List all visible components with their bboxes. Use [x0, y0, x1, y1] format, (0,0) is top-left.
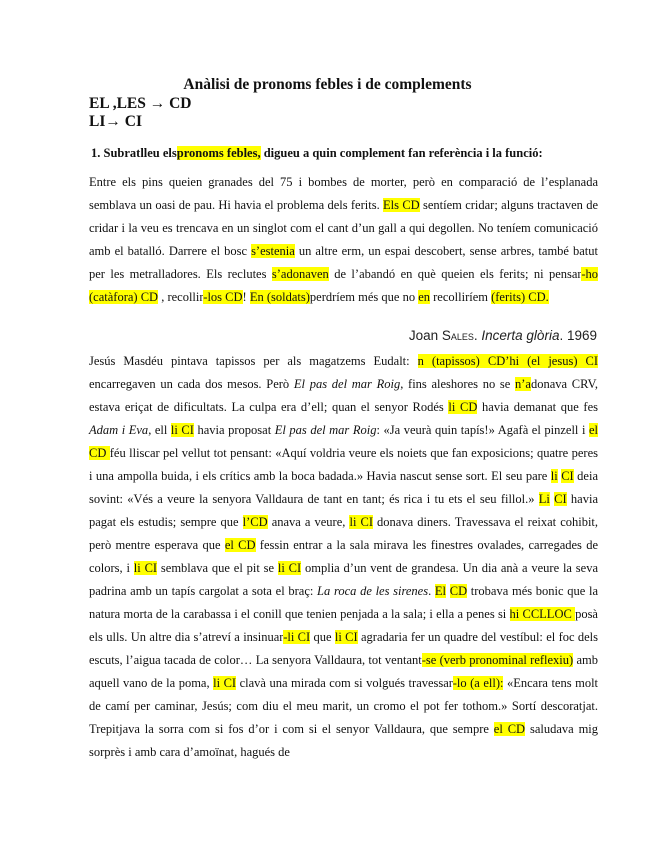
- highlighted-pronoun: El: [434, 584, 447, 598]
- highlighted-pronoun: hi CCLLOC: [509, 607, 576, 621]
- text-segment: saludava mig sorprès i amb cara d’amoïnat, hagués de: [89, 722, 599, 759]
- text-segment: havia demanat que fes: [477, 400, 599, 414]
- highlighted-pronoun: CI: [554, 492, 567, 506]
- highlighted-pronoun: en: [418, 290, 431, 304]
- question-number: 1.: [91, 146, 101, 160]
- text-segment: , ell: [148, 423, 171, 437]
- text-segment: encarregaven un cada dos mesos. Però: [89, 377, 294, 391]
- text-segment: ella a penes si: [436, 607, 510, 621]
- highlighted-pronoun: n (tapissos) CD’hi (el jesus) CI: [417, 354, 598, 368]
- author-first-name: Joan: [408, 328, 439, 343]
- text-segment: clavà una mirada com si: [236, 676, 363, 690]
- highlighted-pronoun: (ferits) CD.: [491, 290, 549, 304]
- highlighted-pronoun: s’estenia: [251, 244, 295, 258]
- paragraph-2: [89, 350, 598, 764]
- highlighted-pronoun: li: [550, 469, 558, 483]
- highlighted-pronoun: CD: [449, 584, 468, 598]
- text-segment: semblava un oasi de pau. Hi havia el problema dels ferits.: [89, 198, 384, 212]
- highlighted-pronoun: CI: [561, 469, 574, 483]
- highlighted-pronoun: el CD: [224, 538, 256, 552]
- highlighted-pronoun: s’adonaven: [271, 267, 329, 281]
- text-segment: un cromo el pot fer tothom.» Sortí descoratjat. Trepitjava la sorra com si fos d’or i com si el: [89, 699, 598, 736]
- text-segment: sense arbres, també batut per les metralladores. Els reclutes: [89, 244, 599, 281]
- work-year: . 1969: [559, 328, 597, 343]
- italic-title: El pas del mar Roig: [274, 423, 377, 437]
- highlighted-pronoun: li CI: [277, 561, 302, 575]
- paragraph-1: [89, 171, 598, 309]
- highlighted-pronoun: li CI: [170, 423, 194, 437]
- text-segment: peres i una ampolla buida, i els crítics amb la boca badada.» Havia nascut sense sort. El seu pare: [89, 446, 598, 483]
- text-segment: No teníem comunicació amb el batalló. Darrere el bosc: [89, 221, 599, 258]
- text-segment: posà els ulls. Un altre dia s’atreví a insinuar: [89, 607, 598, 644]
- highlighted-pronoun: -lo (a ell):: [452, 676, 504, 690]
- text-segment: de l’abandó en què queien: [328, 267, 475, 281]
- text-segment: omplia d’un vent de grandesa.: [301, 561, 459, 575]
- highlighted-pronoun: li CI: [349, 515, 373, 529]
- text-segment: havia pagat els estudis; sempre que: [89, 492, 598, 529]
- author-attribution: Joan Sales. Incerta glòria. 1969: [408, 328, 597, 343]
- highlighted-pronoun: li CI: [334, 630, 358, 644]
- question-1: [91, 146, 571, 161]
- rule-li: LI→ CI: [89, 113, 142, 130]
- text-segment: donava diners. Travessava el: [372, 515, 524, 529]
- text-segment: donava CRV,: [530, 377, 598, 391]
- text-segment: alguns tractaven de cridar i la veu es trencava en un singlot com el cant d’un gall a qui degollen.: [89, 198, 599, 235]
- text-segment: els ferits; ni pensar: [479, 267, 582, 281]
- italic-title: La roca de les sirenes: [317, 584, 429, 598]
- text-segment: que: [310, 630, 335, 644]
- text-segment: fessin entrar a la sala mirava les finestres ovalades,: [255, 538, 525, 552]
- text-segment: agradaria: [357, 630, 408, 644]
- question-text-after: digueu a quin complement fan referència i la funció:: [263, 146, 543, 160]
- author-last-name: Sales: [441, 328, 474, 343]
- highlighted-pronoun: n’a: [515, 377, 531, 391]
- highlighted-pronoun: Li: [538, 492, 550, 506]
- italic-title: Adam i Eva: [89, 423, 149, 437]
- text-segment: carregades de colors, i: [89, 538, 598, 575]
- text-segment: un altre erm, un espai descobert,: [294, 244, 466, 258]
- text-segment: semblava que el pit se: [157, 561, 278, 575]
- paragraph-text: [89, 350, 598, 764]
- text-segment: perdríem més que no: [309, 290, 419, 304]
- highlighted-pronoun: el CD: [493, 722, 526, 736]
- highlighted-pronoun: -los CD: [203, 290, 243, 304]
- text-segment: féu lliscar pel vellut tot pensant: «Aquí voldria veure els noiets que fan exposicions; quatre: [109, 446, 569, 460]
- highlighted-pronoun: li CI: [213, 676, 237, 690]
- highlighted-pronoun: li CD: [448, 400, 478, 414]
- highlighted-pronoun: el CD: [89, 423, 599, 460]
- text-segment: : «Ja veurà quin tapís!» Agafà el pinzell i: [376, 423, 586, 437]
- text-segment: estava eriçat de dificultats. La culpa era d’ell; quan el senyor Rodés: [89, 400, 449, 414]
- text-segment: volgués travessar: [366, 676, 453, 690]
- paragraph-text: [89, 171, 598, 309]
- text-segment: «Encara tens molt de camí per caminar, Jesús; com diu el meu marit,: [89, 676, 599, 713]
- text-segment: !: [242, 290, 250, 304]
- question-text-before: Subratlleu els: [103, 146, 177, 160]
- highlighted-pronoun: En (soldats): [249, 290, 310, 304]
- text-segment: Un dia anà a veure la seva padrina amb un tapís cargolat a sota el braç:: [89, 561, 599, 598]
- text-segment: .: [428, 584, 435, 598]
- text-segment: , recollir: [158, 290, 204, 304]
- text-segment: ventant: [384, 653, 422, 667]
- highlighted-pronoun: -ho (catàfora) CD: [89, 267, 599, 304]
- work-title: Incerta glòria: [481, 328, 560, 343]
- text-segment: Entre els pins queien granades del 75 i bombes de morter, però en comparació de l’esplanada: [89, 175, 598, 189]
- text-segment: amb aquell vano de la poma,: [89, 653, 599, 690]
- text-segment: recolliríem: [433, 290, 492, 304]
- text-segment: sentíem cridar;: [419, 198, 498, 212]
- italic-title: El pas del mar Roig: [293, 377, 401, 391]
- text-segment: reixat cohibit, però mentre esperava que: [89, 515, 599, 552]
- question-highlight: pronoms febles,: [176, 146, 261, 160]
- highlighted-pronoun: -li CI: [283, 630, 311, 644]
- text-segment: senyor Valldaura, que sempre: [335, 722, 494, 736]
- text-segment: , fins aleshores no se: [400, 377, 516, 391]
- highlighted-pronoun: Els CD: [383, 198, 420, 212]
- text-segment: Jesús Masdéu pintava tapissos per als magatzems Eudalt:: [89, 354, 418, 368]
- text-segment: havia proposat: [193, 423, 275, 437]
- page-title: Anàlisi de pronoms febles i de complements: [183, 76, 472, 93]
- text-segment: deia sovint: «Vés a veure la senyora Valldaura de tant en tant; és rica i tu ets el seu fillol.»: [89, 469, 598, 506]
- text-segment: trobava més bonic que la natura morta de la carabassa i el conill que tenien penjada a la sala; i: [89, 584, 599, 621]
- rule-el-les: EL ,LES → CD: [89, 95, 192, 112]
- highlighted-pronoun: l’CD: [242, 515, 268, 529]
- text-segment: anava a veure,: [267, 515, 350, 529]
- highlighted-pronoun: li CI: [133, 561, 158, 575]
- text-segment: fer un quadre del vestíbul: el foc dels escuts, l’aigua tacada de color… La senyora Valldaura, tot: [89, 630, 599, 667]
- highlighted-pronoun: -se (verb pronominal reflexiu): [421, 653, 574, 667]
